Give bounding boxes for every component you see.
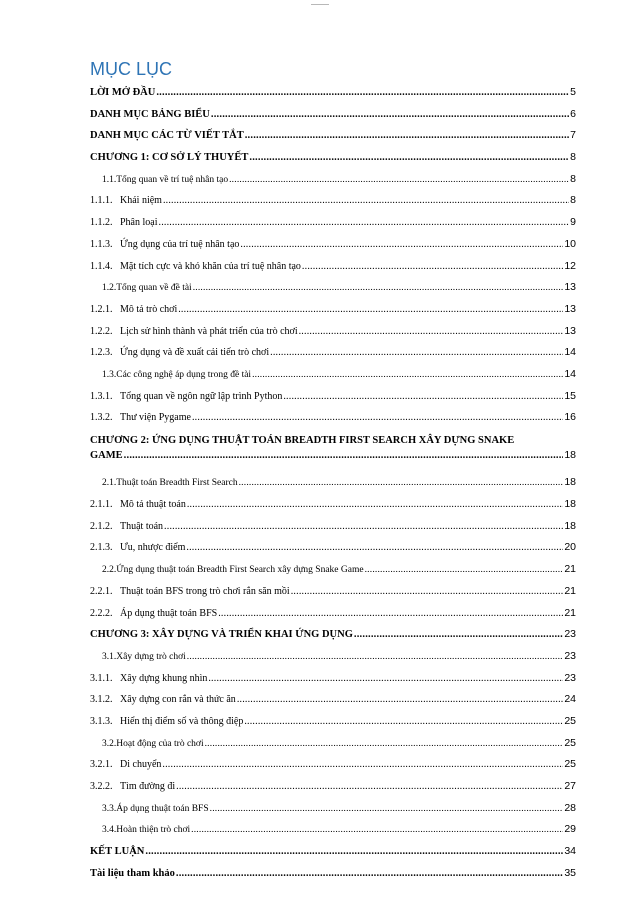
toc-entry-page: 7 bbox=[570, 129, 576, 142]
toc-entry[interactable] bbox=[90, 603, 576, 625]
toc-entry-number: 3.2.2. bbox=[90, 781, 113, 793]
toc-entry-page: 14 bbox=[564, 367, 576, 380]
toc-dot-leader bbox=[164, 516, 563, 538]
toc-title: MỤC LỤC bbox=[90, 59, 173, 79]
toc-entry-page: 5 bbox=[570, 86, 576, 98]
toc-entry-label: Hoạt động của trò chơi bbox=[116, 738, 204, 749]
toc-entry-label: Hoàn thiện trò chơi bbox=[116, 825, 191, 836]
toc-entry-label: Tổng quan về đề tài bbox=[116, 283, 192, 294]
toc-entry[interactable] bbox=[90, 104, 576, 126]
toc-entry[interactable] bbox=[90, 407, 576, 429]
toc-entry-page: 8 bbox=[570, 151, 576, 164]
toc-dot-leader bbox=[240, 234, 563, 256]
toc-entry-label: Tìm đường đi bbox=[120, 781, 176, 793]
toc-entry-number: 3.2. bbox=[102, 738, 117, 749]
toc-entry-number: 3.1.1. bbox=[90, 672, 113, 684]
toc-dot-leader bbox=[365, 560, 564, 581]
toc-entry-page: 24 bbox=[564, 693, 576, 706]
toc-entry-page: 21 bbox=[564, 563, 576, 576]
toc-dot-leader bbox=[176, 776, 563, 798]
toc-entry-number: 3.4. bbox=[102, 825, 117, 836]
toc-entry-label: Phân loại bbox=[120, 217, 158, 229]
toc-entry[interactable] bbox=[90, 776, 576, 798]
toc-entry[interactable] bbox=[90, 169, 576, 191]
toc-entry-label: Áp dụng thuật toán BFS bbox=[116, 803, 209, 814]
toc-dot-leader bbox=[176, 863, 563, 885]
toc-entry-label: CHƯƠNG 2: ỨNG DỤNG THUẬT TOÁN BREADTH FIRST SEARCH XÂY DỰNG SNAKE bbox=[90, 435, 515, 446]
toc-dot-leader bbox=[193, 278, 564, 299]
toc-dot-leader bbox=[186, 537, 563, 559]
toc-entry-number: 3.1.2. bbox=[90, 694, 113, 706]
toc-entry[interactable] bbox=[90, 190, 576, 212]
toc-dot-leader bbox=[205, 734, 564, 755]
toc-entry-page: 8 bbox=[570, 172, 576, 185]
toc-entry-label: Mô tả trò chơi bbox=[120, 303, 178, 315]
toc-entry-label: Xây dựng khung nhìn bbox=[120, 672, 208, 684]
toc-entry-label: CHƯƠNG 3: XÂY DỰNG VÀ TRIỂN KHAI ỨNG DỤNG bbox=[90, 629, 353, 641]
toc-entry-label: Mặt tích cực và khó khăn của trí tuệ nhân tạo bbox=[120, 260, 301, 272]
toc-dot-leader bbox=[145, 841, 563, 863]
toc-entry[interactable] bbox=[90, 429, 576, 472]
toc-dot-leader bbox=[208, 668, 563, 690]
toc-entry-number: 1.2.1. bbox=[90, 303, 113, 315]
toc-entry-label-continued: GAME bbox=[90, 450, 123, 461]
toc-entry[interactable] bbox=[90, 559, 576, 581]
toc-entry[interactable] bbox=[90, 277, 576, 299]
page-top-mark bbox=[311, 0, 329, 5]
toc-dot-leader bbox=[191, 820, 563, 841]
toc-entry-label: Lịch sử hình thành và phát triển của trò chơi bbox=[120, 325, 298, 337]
toc-entry-page: 20 bbox=[564, 541, 576, 554]
toc-entry-page: 18 bbox=[564, 519, 576, 532]
toc-entry-label: LỜI MỞ ĐẦU bbox=[90, 87, 156, 98]
toc-entry[interactable] bbox=[90, 581, 576, 603]
toc-entry[interactable] bbox=[90, 646, 576, 668]
toc-entry-label: Ưu, nhược điểm bbox=[120, 542, 186, 554]
toc-entry-page: 16 bbox=[564, 411, 576, 424]
toc-list bbox=[90, 82, 576, 884]
toc-entry[interactable] bbox=[90, 689, 576, 711]
toc-entry-page: 28 bbox=[564, 801, 576, 814]
toc-dot-leader bbox=[211, 104, 569, 126]
toc-entry-label: Hiển thị điểm số và thông điệp bbox=[120, 715, 244, 727]
toc-entry[interactable] bbox=[90, 342, 576, 364]
toc-dot-leader bbox=[229, 170, 569, 191]
toc-entry[interactable] bbox=[90, 212, 576, 234]
toc-entry-label: Ứng dụng và đề xuất cải tiến trò chơi bbox=[120, 347, 270, 359]
toc-entry[interactable] bbox=[90, 537, 576, 559]
toc-entry-number: 1.1.4. bbox=[90, 260, 113, 272]
toc-entry-number: 1.2.2. bbox=[90, 325, 113, 337]
toc-entry-label: Mô tả thuật toán bbox=[120, 499, 186, 511]
toc-dot-leader bbox=[178, 299, 563, 321]
toc-entry-number: 1.1.1. bbox=[90, 195, 113, 207]
toc-entry-page: 13 bbox=[564, 281, 576, 294]
toc-dot-leader bbox=[156, 82, 569, 104]
toc-entry-number: 3.1. bbox=[102, 651, 117, 662]
toc-entry[interactable] bbox=[90, 321, 576, 343]
toc-entry-number: 2.2. bbox=[102, 565, 117, 576]
toc-dot-leader bbox=[239, 473, 564, 494]
toc-dot-leader bbox=[210, 799, 564, 820]
toc-entry-number: 2.2.2. bbox=[90, 607, 113, 619]
toc-entry-label: DANH MỤC CÁC TỪ VIẾT TẮT bbox=[90, 130, 244, 142]
toc-entry-page: 34 bbox=[564, 845, 576, 858]
toc-entry-page: 14 bbox=[564, 346, 576, 359]
toc-entry-page: 27 bbox=[564, 780, 576, 793]
toc-entry-page: 21 bbox=[564, 584, 576, 597]
toc-entry-page: 15 bbox=[564, 389, 576, 402]
toc-entry-page: 25 bbox=[564, 714, 576, 727]
toc-entry-page: 18 bbox=[564, 498, 576, 511]
toc-entry-page: 25 bbox=[564, 736, 576, 749]
toc-dot-leader bbox=[218, 603, 563, 625]
toc-entry-number: 2.1. bbox=[102, 478, 117, 489]
toc-entry-number: 3.3. bbox=[102, 803, 117, 814]
toc-dot-leader bbox=[291, 581, 564, 603]
toc-entry-label: Xây dựng trò chơi bbox=[116, 651, 186, 662]
toc-entry-label: CHƯƠNG 1: CƠ SỞ LÝ THUYẾT bbox=[90, 152, 249, 164]
toc-entry[interactable] bbox=[90, 494, 576, 516]
toc-dot-leader bbox=[354, 624, 563, 646]
toc-entry[interactable] bbox=[90, 386, 576, 408]
toc-entry-label: Ứng dụng thuật toán Breadth First Search xây dựng Snake Game bbox=[116, 565, 364, 576]
toc-dot-leader bbox=[245, 125, 569, 147]
toc-entry[interactable] bbox=[90, 516, 576, 538]
toc-entry-label: Các công nghệ áp dụng trong đề tài bbox=[116, 369, 252, 380]
toc-entry-number: 1.3.2. bbox=[90, 412, 113, 424]
toc-entry-label: Xây dựng con rắn và thức ăn bbox=[120, 694, 236, 706]
toc-entry-number: 1.3. bbox=[102, 369, 117, 380]
toc-entry[interactable] bbox=[90, 147, 576, 169]
toc-entry[interactable] bbox=[90, 624, 576, 646]
toc-entry-page: 35 bbox=[564, 866, 576, 879]
toc-dot-leader bbox=[162, 754, 563, 776]
toc-entry-page: 23 bbox=[564, 671, 576, 684]
toc-entry-label: Tài liệu tham khảo bbox=[90, 867, 175, 879]
toc-dot-leader bbox=[237, 689, 564, 711]
toc-dot-leader bbox=[249, 147, 569, 169]
toc-dot-leader bbox=[124, 448, 564, 463]
toc-entry-page: 8 bbox=[570, 194, 576, 207]
toc-entry-label: Áp dụng thuật toán BFS bbox=[120, 607, 218, 619]
toc-entry-label: Di chuyển bbox=[120, 759, 162, 771]
toc-entry-page: 12 bbox=[564, 259, 576, 272]
toc-entry[interactable] bbox=[90, 819, 576, 841]
toc-dot-leader bbox=[299, 321, 564, 343]
toc-entry-number: 1.3.1. bbox=[90, 390, 113, 402]
toc-entry-label: Thư viện Pygame bbox=[120, 412, 191, 424]
toc-dot-leader bbox=[163, 190, 569, 212]
toc-entry-label: Khái niệm bbox=[120, 195, 162, 207]
toc-entry[interactable] bbox=[90, 754, 576, 776]
toc-entry[interactable] bbox=[90, 733, 576, 755]
toc-entry-number: 2.1.3. bbox=[90, 542, 113, 554]
toc-entry-label: Ứng dụng của trí tuệ nhân tạo bbox=[120, 238, 240, 250]
toc-entry-page: 21 bbox=[564, 606, 576, 619]
toc-entry[interactable] bbox=[90, 472, 576, 494]
toc-entry[interactable] bbox=[90, 863, 576, 885]
toc-entry[interactable] bbox=[90, 256, 576, 278]
toc-entry-number: 1.1. bbox=[102, 174, 117, 185]
toc-entry-number: 3.1.3. bbox=[90, 715, 113, 727]
toc-entry-page: 13 bbox=[564, 324, 576, 337]
toc-entry-number: 1.1.3. bbox=[90, 238, 113, 250]
toc-entry-label: KẾT LUẬN bbox=[90, 846, 145, 858]
toc-entry-number: 1.2.3. bbox=[90, 347, 113, 359]
toc-entry-page: 18 bbox=[564, 476, 576, 489]
toc-entry[interactable] bbox=[90, 668, 576, 690]
toc-entry-page: 9 bbox=[570, 216, 576, 229]
toc-entry-label: Thuật toán bbox=[120, 520, 164, 532]
toc-entry-number: 2.1.1. bbox=[90, 499, 113, 511]
toc-dot-leader bbox=[192, 407, 563, 429]
toc-entry-label: Tổng quan về ngôn ngữ lập trình Python bbox=[120, 390, 283, 402]
toc-entry-number: 2.2.1. bbox=[90, 585, 113, 597]
toc-entry[interactable] bbox=[90, 711, 576, 733]
toc-entry-label: Thuật toán BFS trong trò chơi rắn săn mồi bbox=[120, 585, 290, 597]
toc-dot-leader bbox=[159, 212, 570, 234]
toc-entry-page: 18 bbox=[564, 449, 576, 461]
toc-entry-number: 2.1.2. bbox=[90, 520, 113, 532]
toc-entry[interactable] bbox=[90, 364, 576, 386]
toc-dot-leader bbox=[187, 647, 564, 668]
toc-entry-number: 3.2.1. bbox=[90, 759, 113, 771]
toc-dot-leader bbox=[244, 711, 563, 733]
toc-entry[interactable] bbox=[90, 125, 576, 147]
toc-entry-number: 1.1.2. bbox=[90, 217, 113, 229]
toc-dot-leader bbox=[270, 342, 563, 364]
toc-entry[interactable] bbox=[90, 234, 576, 256]
toc-dot-leader bbox=[252, 365, 563, 386]
toc-entry-page: 6 bbox=[570, 107, 576, 120]
toc-dot-leader bbox=[302, 256, 563, 278]
toc-entry-label: Tổng quan về trí tuệ nhân tạo bbox=[116, 174, 229, 185]
toc-entry[interactable] bbox=[90, 299, 576, 321]
toc-dot-leader bbox=[187, 494, 563, 516]
toc-entry-page: 23 bbox=[564, 628, 576, 641]
toc-dot-leader bbox=[283, 386, 563, 408]
toc-entry-page: 10 bbox=[564, 237, 576, 250]
toc-entry-page: 23 bbox=[564, 649, 576, 662]
toc-entry[interactable] bbox=[90, 798, 576, 820]
toc-entry-label: DANH MỤC BẢNG BIỂU bbox=[90, 108, 210, 120]
toc-entry-label: Thuật toán Breadth First Search bbox=[116, 478, 238, 489]
toc-entry[interactable] bbox=[90, 82, 576, 104]
toc-entry-page: 13 bbox=[564, 302, 576, 315]
toc-entry-page: 29 bbox=[564, 823, 576, 836]
toc-entry[interactable] bbox=[90, 841, 576, 863]
toc-entry-number: 1.2. bbox=[102, 283, 117, 294]
toc-entry-page: 25 bbox=[564, 758, 576, 771]
